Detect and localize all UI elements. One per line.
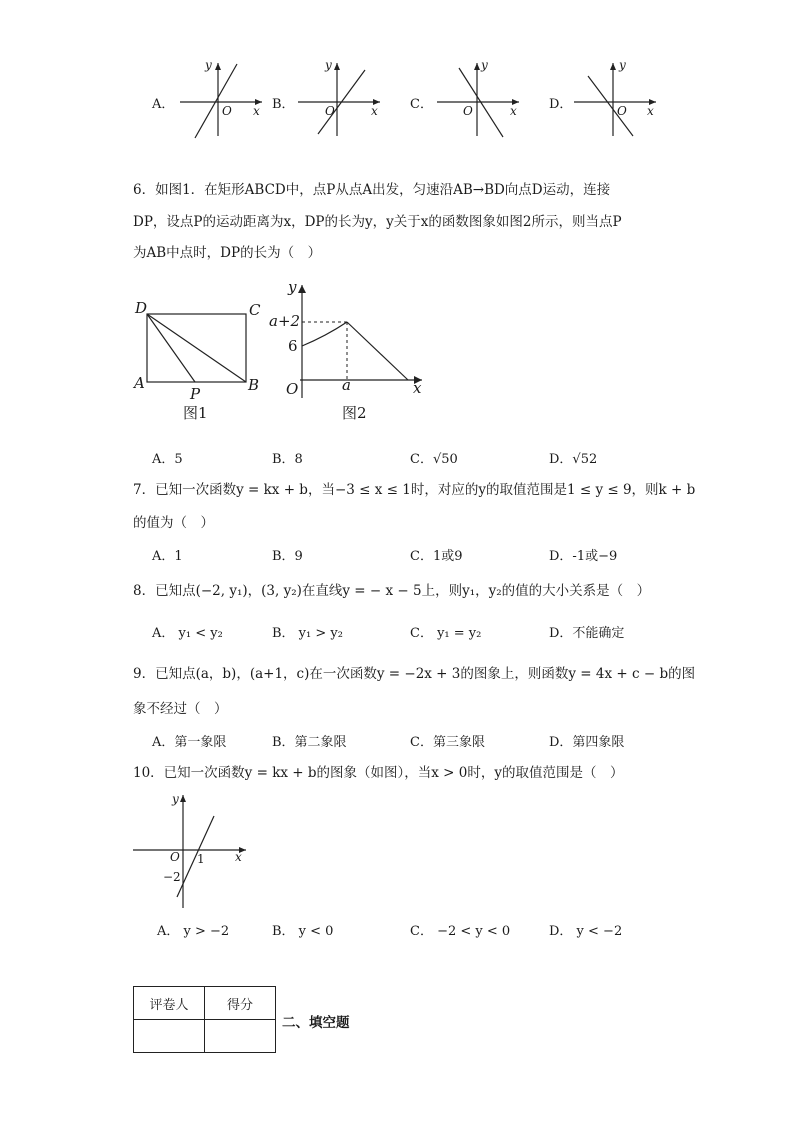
score-header: 得分 [205,987,276,1020]
q9-option-d[interactable]: D．第四象限 [549,735,625,750]
fig1-label-b: B [248,376,260,394]
q9-option-a[interactable]: A．第一象限 [152,735,227,750]
q5-a-y-label: y [205,58,212,72]
grader-cell[interactable] [134,1020,205,1053]
q5-b-y-label: y [325,58,332,72]
fig2-a-plus-2: a+2 [269,312,301,330]
q7-option-c[interactable]: C．1或9 [410,549,463,564]
fig2-six: 6 [288,337,298,355]
fig1-label-a: A [134,374,145,392]
fig2-origin: O [286,380,299,398]
grading-table [133,986,276,1053]
q10-option-a[interactable]: A． y > −2 [157,924,230,939]
q10-option-c[interactable]: C． −2 < y < 0 [410,924,511,939]
q7-option-d[interactable]: D．-1或−9 [549,549,618,564]
q9-line-2: 象不经过（ ） [133,701,228,717]
fig1-label-p: P [190,385,201,403]
q8-option-c[interactable]: C． y₁ = y₂ [410,626,482,641]
q7-line-2: 的值为（ ） [133,515,214,531]
q8-option-d[interactable]: D．不能确定 [549,626,625,641]
q6-line-3: 为AB中点时，DP的长为（ ） [133,245,322,261]
q5-option-c-label[interactable]: C． [410,97,433,112]
q5-c-origin: O [463,104,473,118]
q5-c-x-label: x [510,104,517,118]
grader-header: 评卷人 [134,987,205,1020]
q6-option-d[interactable]: D．√52 [549,452,598,467]
q5-d-y-label: y [619,58,626,72]
q5-option-b-label[interactable]: B． [272,97,295,112]
q5-b-origin: O [325,104,335,118]
q5-b-x-label: x [371,104,378,118]
q7-option-a[interactable]: A．1 [152,549,183,564]
q6-option-a[interactable]: A．5 [152,452,183,467]
fig2-caption: 图2 [342,404,367,422]
q6-option-b[interactable]: B．8 [272,452,303,467]
q10-tick-one: 1 [197,852,205,866]
q5-d-origin: O [617,104,627,118]
fig1-caption: 图1 [183,404,208,422]
q7-line-1: 7．已知一次函数y = kx + b，当−3 ≤ x ≤ 1时，对应的y的取值范围是1 ≤ y ≤ 9，则k + b [133,482,696,498]
score-cell[interactable] [205,1020,276,1053]
fig2-x-label: x [413,379,422,397]
q8-line-1: 8．已知点(−2, y₁)，(3, y₂)在直线y = − x − 5上，则y₁，y₂的值的大小关系是（ ） [133,583,651,599]
q10-y-label: y [172,792,179,806]
q8-option-b[interactable]: B． y₁ > y₂ [272,626,343,641]
fig1-label-d: D [135,299,148,317]
q10-x-label: x [235,850,242,864]
q9-option-c[interactable]: C．第三象限 [410,735,485,750]
q9-option-b[interactable]: B．第二象限 [272,735,347,750]
q6-line-2: DP，设点P的运动距离为x，DP的长为y，y关于x的函数图象如图2所示，则当点P [133,214,622,230]
q5-d-x-label: x [647,104,654,118]
fig2-y-label: y [288,278,297,296]
q10-line-1: 10．已知一次函数y = kx + b的图象（如图），当x > 0时，y的取值范围是（ ） [133,765,624,781]
fig2-a: a [342,376,351,394]
q5-c-y-label: y [481,58,488,72]
q5-a-origin: O [222,104,232,118]
section-title: 二、填空题 [282,1015,350,1031]
q5-a-x-label: x [253,104,260,118]
q5-option-d-label[interactable]: D． [549,97,573,112]
q10-option-d[interactable]: D． y < −2 [549,924,623,939]
q10-origin: O [170,850,180,864]
q6-line-1: 6．如图1．在矩形ABCD中，点P从点A出发，匀速沿AB→BD向点D运动，连接 [133,182,611,198]
q7-option-b[interactable]: B．9 [272,549,303,564]
q5-option-a-label[interactable]: A． [152,97,175,112]
q10-tick-minus-two: −2 [163,870,181,884]
fig1-label-c: C [249,301,261,319]
q8-option-a[interactable]: A． y₁ < y₂ [152,626,223,641]
q10-option-b[interactable]: B． y < 0 [272,924,334,939]
q9-line-1: 9．已知点(a，b)，(a+1，c)在一次函数y = −2x + 3的图象上，则函数y = 4x + c − b的图 [133,666,696,682]
q6-option-c[interactable]: C．√50 [410,452,458,467]
